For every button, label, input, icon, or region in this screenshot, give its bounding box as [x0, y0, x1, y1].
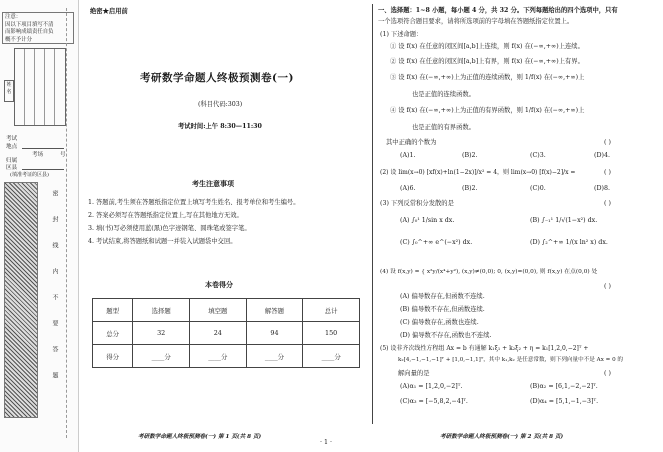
confidential-mark: 绝密★启用前 — [90, 8, 128, 15]
q1-statement: ③ 设 f(x) 在(−∞,+∞)上为正值的连续函数，则 1/f(x) 在(−∞,+∞)上 — [390, 74, 585, 81]
score-cell: 150 — [303, 322, 360, 345]
notice-item: 4. 考试结束,将答题纸和试题一并装入试题袋中交回。 — [88, 238, 237, 245]
table-row — [93, 299, 360, 322]
notice-title: 考生注意事项 — [192, 179, 234, 188]
section-header: 一、选择题：1~8 小题，每小题 4 分，共 32 分。下列每题给出的四个选项中，只有 — [378, 7, 618, 14]
district-field[interactable] — [22, 163, 64, 170]
score-header: 解答题 — [246, 299, 303, 322]
score-cell: 94 — [246, 322, 303, 345]
seal-line-text: 密封线内不要答题 — [51, 190, 58, 398]
table-row — [93, 345, 360, 368]
seal-hatch-pattern — [4, 182, 38, 418]
score-title: 本卷得分 — [205, 280, 233, 289]
center-page-number: · 1 · — [320, 439, 333, 446]
score-cell: 得分 — [93, 345, 133, 368]
score-cell: ____分 — [189, 345, 246, 368]
question-2-stem: (2) 设 lim(x→0) [xf(x)+ln(1−2x)]/x² = 4，则 lim(x→0) [f(x)−2]/x = — [380, 169, 576, 176]
question-5-stem: 解向量的是 — [398, 370, 430, 377]
option: (D) ∫₂^+∞ 1/(x ln² x) dx. — [530, 239, 608, 246]
q1-statement: 也是正值的有界函数。 — [412, 124, 475, 131]
q1-statement: ④ 设 f(x) 在(−∞,+∞)上为正值的有界函数，则 1/f(x) 在(−∞,+∞)上 — [390, 107, 585, 114]
option: (C)α₃ = [−5,8,2,−4]ᵀ. — [400, 398, 468, 405]
notice-item: 1. 答题前,考生须在答题纸指定位置上填写考生姓名、报考单位和考生编号。 — [88, 199, 300, 206]
question-3-stem: (3) 下列反常积分发散的是 — [380, 200, 454, 207]
exam-number-label: 考场 — [32, 152, 44, 158]
name-label: 姓名 — [6, 82, 12, 95]
score-cell: 32 — [133, 322, 190, 345]
option: (D)8. — [594, 185, 610, 192]
seal-dashed-line — [66, 8, 67, 438]
exam-site-label: 考试 — [6, 136, 18, 142]
option: (B)2. — [462, 185, 478, 192]
option: (D)α₄ = [5,1,−1,−3]ᵀ. — [530, 398, 599, 405]
note-label: 注意： — [5, 14, 22, 20]
option: (B)2. — [462, 152, 478, 159]
option: (C)3. — [530, 152, 546, 159]
option: (A) 偏导数存在,但函数不连续. — [400, 293, 485, 300]
score-cell: 24 — [189, 322, 246, 345]
table-row — [93, 322, 360, 345]
option: (B) ∫₋₁¹ 1/√(1−x²) dx. — [530, 217, 598, 224]
answer-paren: ( ) — [604, 370, 611, 377]
answer-paren: ( ) — [604, 200, 611, 207]
notice-item: 3. 填(书)写必须使用蓝(黑)色字迹钢笔、圆珠笔或签字笔。 — [88, 225, 251, 232]
candidate-number-box — [14, 48, 66, 126]
q1-statement: ② 设 f(x) 在任意的闭区间[a,b]上有界，则 f(x) 在(−∞,+∞)上有界。 — [390, 58, 584, 65]
option: (C) ∫₀^+∞ e^(−x²) dx. — [400, 239, 473, 246]
option: (D) 偏导数不存在,函数也不连续. — [400, 332, 492, 339]
score-header: 题型 — [93, 299, 133, 322]
option: (B) 偏导数不存在,但函数连续. — [400, 306, 485, 313]
option: (D)4. — [594, 152, 610, 159]
q1-statement: 也是正值的连续函数。 — [412, 91, 475, 98]
seat-label: 号 — [60, 152, 66, 158]
district-hint: (填准考证的区县) — [10, 172, 49, 178]
score-cell: ____分 — [303, 345, 360, 368]
note-line: 因以下项目填写不清 — [5, 21, 54, 28]
option: (A)6. — [400, 185, 416, 192]
question-5-stem: k₂[4,−1,−1,−1]ᵀ + [1,0,−1,1]ᵀ，其中 k₁,k₂ 是任意常数，则下列向量中不是 Ax = 0 的 — [398, 357, 624, 363]
score-header: 总计 — [303, 299, 360, 322]
name-box — [4, 80, 14, 102]
left-footer: 考研数学命题人终极预测卷(一) 第 1 页(共 8 页) — [138, 434, 262, 440]
option: (C)0. — [530, 185, 546, 192]
answer-paren: ( ) — [604, 139, 611, 146]
option: (A)1. — [400, 152, 416, 159]
answer-paren: ( ) — [604, 283, 611, 290]
option: (A)α₁ = [1,2,0,−2]ᵀ. — [400, 383, 463, 390]
score-header: 填空题 — [189, 299, 246, 322]
notice-box — [2, 12, 74, 44]
note-line: 而影响成绩责任自负 — [5, 29, 54, 35]
page-divider — [372, 4, 373, 424]
score-cell: ____分 — [246, 345, 303, 368]
option: (A) ∫₀¹ 1/sin x dx. — [400, 217, 455, 224]
answer-paren: ( ) — [604, 169, 611, 176]
page-title: 考研数学命题人终极预测卷(一) — [140, 72, 294, 84]
score-cell: 总分 — [93, 322, 133, 345]
subject-code: (科目代码:303) — [198, 101, 243, 108]
score-table — [92, 298, 360, 368]
section-header: 一个选项符合题目要求，请将所选项前的字母填在答题纸指定位置上。 — [378, 18, 574, 25]
q1-statement: ① 设 f(x) 在任意的闭区间[a,b]上连续，则 f(x) 在(−∞,+∞)上连续。 — [390, 43, 584, 50]
exam-site-label-2: 地点 — [6, 144, 18, 150]
belong-label: 归属 — [6, 158, 18, 164]
right-footer: 考研数学命题人终极预测卷(一) 第 2 页(共 8 页) — [440, 434, 564, 440]
question-1-stem: (1) 下述命题： — [380, 31, 423, 38]
notice-item: 2. 答案必须写在答题纸指定位置上,写在其他地方无效。 — [88, 212, 243, 219]
note-line: 概不予计分 — [5, 36, 32, 43]
district-label: 区县 — [6, 165, 18, 171]
option: (B)α₂ = [6,1,−2,−2]ᵀ. — [530, 383, 598, 390]
q1-question: 其中正确的个数为 — [386, 139, 437, 146]
exam-time: 考试时间:上午 8:30—11:30 — [178, 123, 262, 130]
exam-site-field[interactable] — [22, 142, 64, 149]
question-5-stem: (5) 设非齐次线性方程组 Ax = b 有通解 k₁ξ₁ + k₂ξ₂ + η = k₁[1,2,0,−2]ᵀ + — [380, 345, 589, 352]
option: (C) 偏导数存在,函数也连续. — [400, 319, 479, 326]
score-cell: ____分 — [133, 345, 190, 368]
question-4-stem: (4) 设 f(x,y) = { x²y/(x⁴+y²), (x,y)≠(0,0); 0, (x,y)=(0,0), 则 f(x,y) 在点(0,0) 处 — [380, 269, 598, 275]
score-header: 选择题 — [133, 299, 190, 322]
